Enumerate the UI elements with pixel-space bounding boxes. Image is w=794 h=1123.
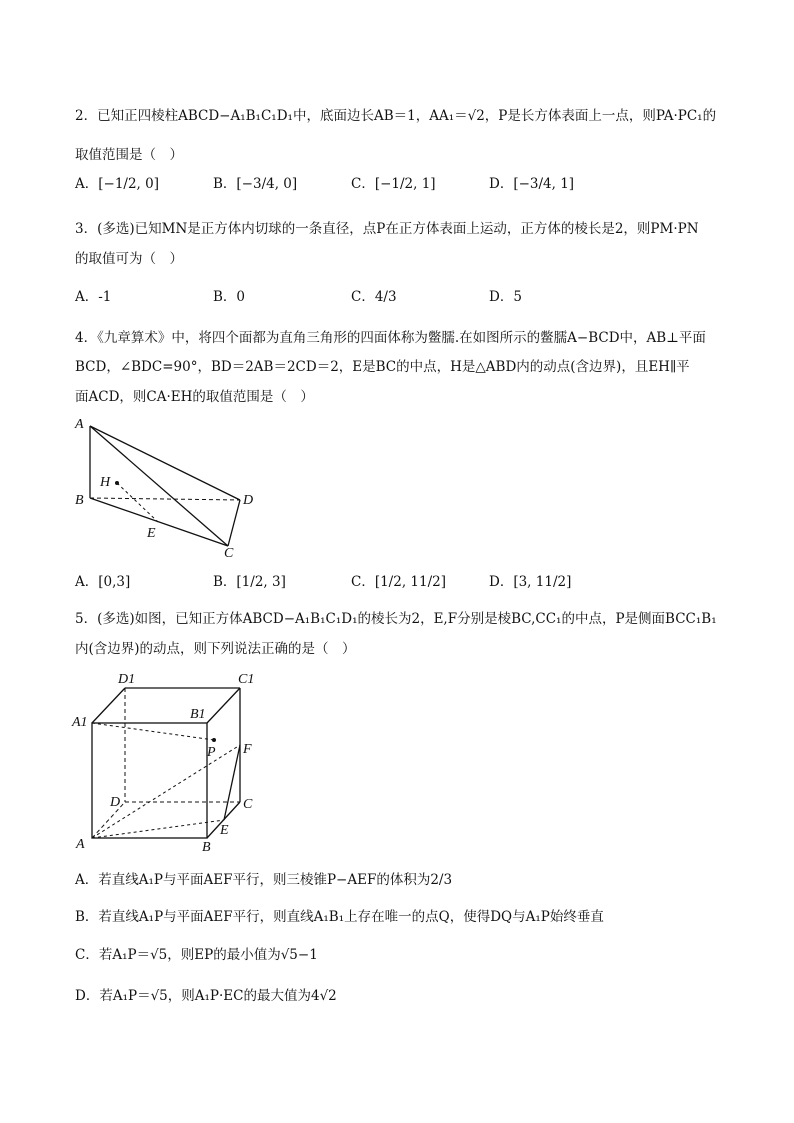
q5-option-a: A．若直线A₁P与平面AEF平行，则三棱锥P−AEF的体积为2/3 <box>75 872 453 888</box>
q4-fig-label-c: C <box>224 546 234 560</box>
q5-option-b: B．若直线A₁P与平面AEF平行，则直线A₁B₁上存在唯一的点Q，使得DQ与A₁P始终垂直 <box>75 909 604 925</box>
q5-fig-label-d: D <box>110 795 121 810</box>
q4-fig-label-e: E <box>147 526 156 541</box>
q4-option-d: D．[3, 11/2] <box>489 574 572 590</box>
q3-stem-line2: 的取值可为（ ） <box>75 251 183 267</box>
q5-fig-label-b: B <box>202 840 211 853</box>
q5-option-d: D．若A₁P＝√5，则A₁P·EC的最大值为4√2 <box>75 988 337 1004</box>
q5-stem-line2: 内(含边界)的动点，则下列说法正确的是（ ） <box>75 641 356 657</box>
q5-fig-label-f: F <box>243 742 252 757</box>
q5-stem-line1: 5．(多选)如图，已知正方体ABCD−A₁B₁C₁D₁的棱长为2，E,F分别是棱BC,CC₁的中点，P是侧面BCC₁B₁ <box>75 611 717 627</box>
q5-fig-label-b1: B1 <box>190 707 206 722</box>
q2-stem-line1: 2．已知正四棱柱ABCD−A₁B₁C₁D₁中，底面边长AB＝1，AA₁＝√2，P是长方体表面上一点，则PA·PC₁的 <box>75 108 717 124</box>
q2-stem-line2: 取值范围是（ ） <box>75 147 183 163</box>
q4-fig-label-a: A <box>75 417 84 432</box>
q5-fig-label-d1: D1 <box>118 672 136 687</box>
q2-option-a: A．[−1/2, 0] <box>75 176 159 192</box>
q4-tetrahedron-figure <box>70 410 270 560</box>
q5-fig-label-p: P <box>207 745 216 760</box>
q3-option-d: D．5 <box>489 289 522 305</box>
q4-fig-label-h: H <box>100 475 111 490</box>
q4-fig-label-d: D <box>243 493 254 508</box>
q4-option-a: A．[0,3] <box>75 574 131 590</box>
q2-option-d: D．[−3/4, 1] <box>489 176 575 192</box>
q5-fig-label-c1: C1 <box>238 672 255 687</box>
q4-stem-line2: BCD，∠BDC=90°，BD＝2AB＝2CD＝2，E是BC的中点，H是△ABD内的动点(含边界)，且EH∥平 <box>75 359 690 375</box>
q4-option-b: B．[1/2, 3] <box>213 574 286 590</box>
q3-option-c: C．4/3 <box>351 289 397 305</box>
q2-option-c: C．[−1/2, 1] <box>351 176 436 192</box>
q4-option-c: C．[1/2, 11/2] <box>351 574 446 590</box>
q5-option-c: C．若A₁P＝√5，则EP的最小值为√5−1 <box>75 947 318 963</box>
q4-stem-line3: 面ACD，则CA·EH的取值范围是（ ） <box>75 389 314 405</box>
q5-fig-label-e: E <box>220 823 229 838</box>
q5-fig-label-a: A <box>76 837 85 852</box>
q4-stem-line1: 4．《九章算术》中，将四个面都为直角三角形的四面体称为鳖臑.在如图所示的鳖臑A−BCD中，AB⊥平面 <box>75 330 706 346</box>
q5-cube-figure <box>70 668 270 853</box>
q3-option-b: B．0 <box>213 289 246 305</box>
q5-fig-label-a1: A1 <box>72 715 88 730</box>
q4-fig-label-b: B <box>75 493 84 508</box>
q2-option-b: B．[−3/4, 0] <box>213 176 298 192</box>
q5-fig-label-c: C <box>243 797 253 812</box>
q3-option-a: A．-1 <box>75 289 112 305</box>
q3-stem-line1: 3．(多选)已知MN是正方体内切球的一条直径，点P在正方体表面上运动，正方体的棱长是2，则PM·PN <box>75 221 699 237</box>
